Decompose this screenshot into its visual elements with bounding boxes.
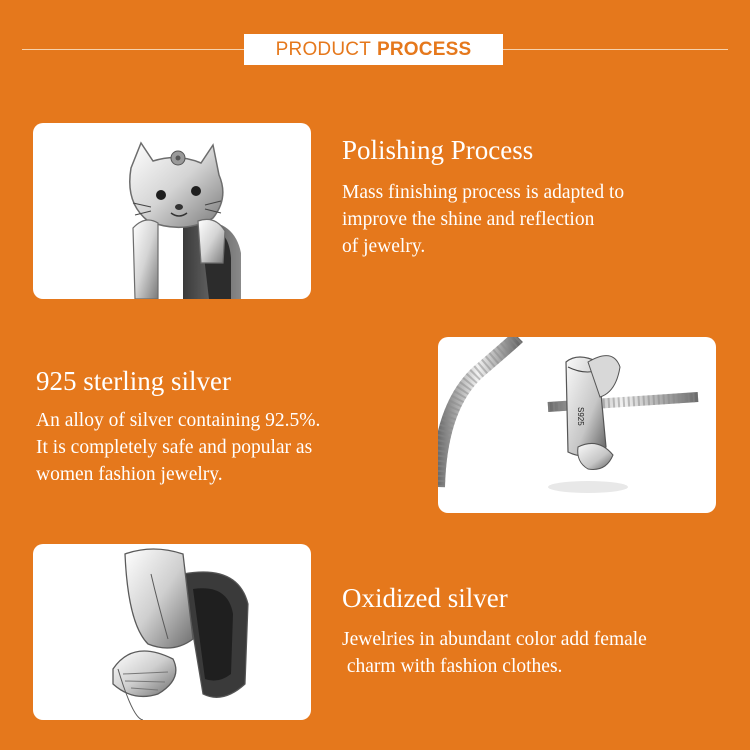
- cat-charm-front-image: [33, 123, 311, 299]
- section-description-sterling-silver: An alloy of silver containing 92.5%. It is completely safe and popular as women fashion jewelry.: [36, 410, 321, 485]
- header-label-light: PRODUCT: [275, 38, 371, 60]
- section-title-polishing: Polishing Process: [342, 135, 534, 165]
- charm-engraving: S925: [576, 407, 585, 426]
- header-rule-right: [503, 49, 728, 50]
- header-rule-left: [22, 49, 244, 50]
- section-description-polishing: Mass finishing process is adapted to improve the shine and reflection of jewelry.: [342, 182, 625, 257]
- section-description-oxidized-silver: Jewelries in abundant color add female charm with fashion clothes.: [342, 629, 647, 677]
- cat-charm-bracelet-image: [438, 337, 716, 513]
- photo-cat-charm-on-bracelet: [438, 337, 716, 513]
- photo-cat-charm-back: [33, 544, 311, 720]
- section-title-oxidized-silver: Oxidized silver: [342, 583, 508, 613]
- section-title-sterling-silver: 925 sterling silver: [36, 366, 231, 396]
- section-header: [244, 34, 503, 65]
- cat-charm-back-image: [33, 544, 311, 720]
- photo-cat-charm-front: [33, 123, 311, 299]
- header-label-bold: PROCESS: [377, 38, 472, 60]
